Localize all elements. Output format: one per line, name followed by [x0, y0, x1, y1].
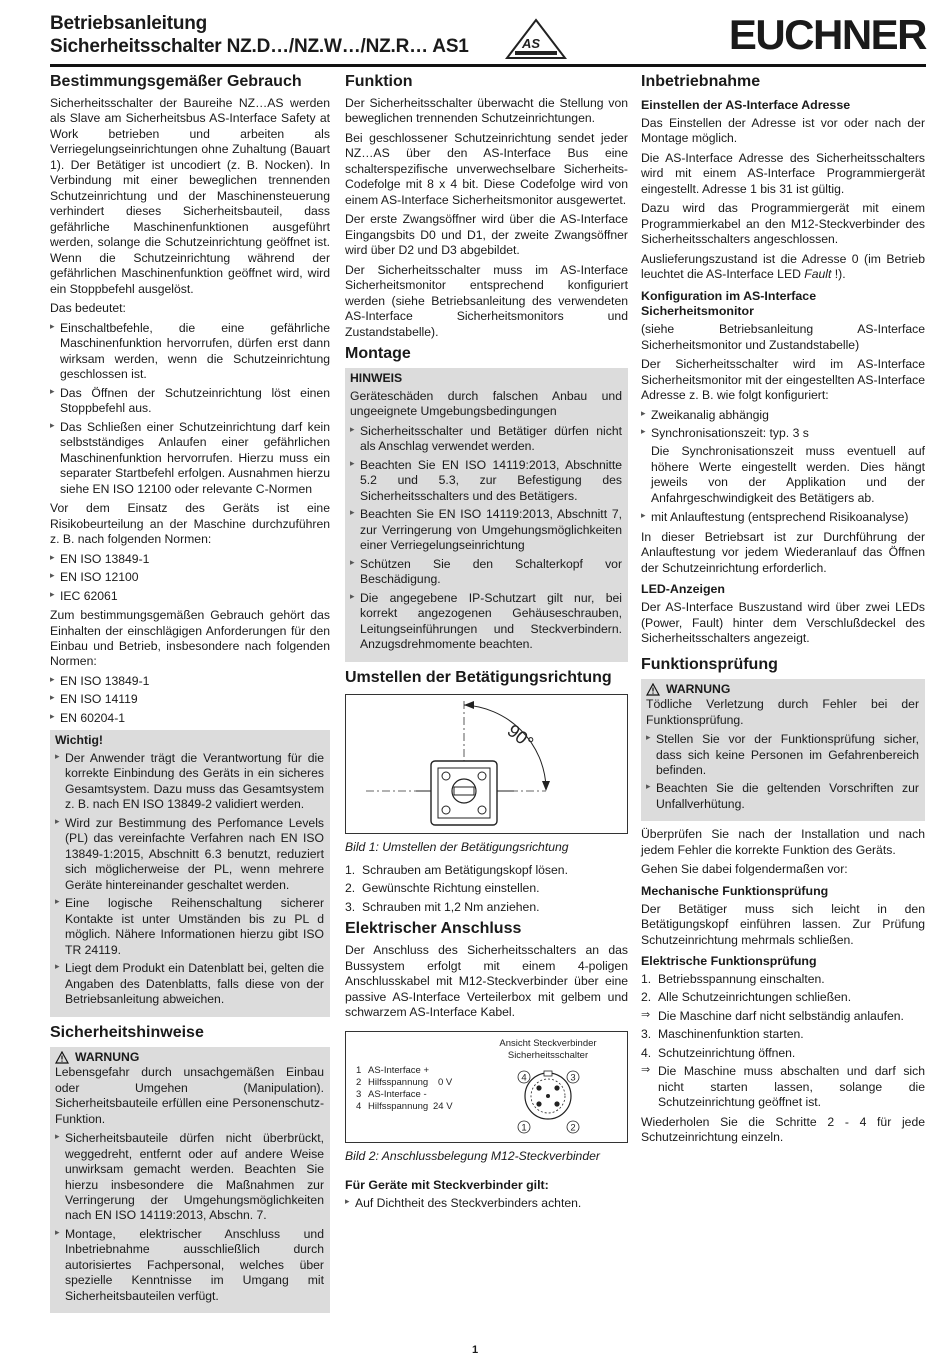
list-item: ▸ Liegt dem Produkt ein Datenblatt bei, gelten die Angaben des Datenblatts, falls diese von der Betriebsanleitung abweichen.	[55, 961, 324, 1007]
numbered-list	[641, 972, 925, 1006]
step-text: Betriebsspannung einschalten.	[658, 971, 825, 986]
step-number: 3.	[345, 899, 356, 914]
heading-safety: Sicherheitshinweise	[50, 1023, 204, 1041]
result-list	[641, 1009, 925, 1024]
list-item: ▸ Die angegebene IP-Schutzart gilt nur, bei korrekt angezogenen Gehäuseschrauben, Leitungseinführungen und Steckverbindern. Anzugsdrehmomente beachten.	[350, 591, 622, 653]
paragraph: Geräteschäden durch falschen Anbau und ungeeignete Umgebungsbedingungen	[350, 388, 622, 419]
bullet-list	[641, 510, 925, 525]
pin-label: 1	[521, 1122, 527, 1134]
paragraph: Vor dem Einsatz des Geräts ist eine Risikobeurteilung an der Maschine durchzuführen z. B. nach folgenden Normen:	[50, 501, 330, 547]
numbered-list	[641, 1027, 925, 1061]
result-item: ⇒ Die Maschine muss abschalten und darf sich nicht starten lassen, solange die Schutzeinrichtung geöffnet ist.	[641, 1064, 925, 1110]
title-line-2: Sicherheitsschalter NZ.D…/NZ.W…/NZ.R… AS1	[50, 36, 469, 57]
list-item	[641, 990, 925, 1005]
bullet-list	[50, 552, 330, 604]
heading-function: Funktion	[345, 73, 413, 90]
document-title	[50, 12, 469, 58]
page-header	[50, 12, 926, 64]
paragraph: Sicherheitsschalter der Baureihe NZ…AS werden als Slave am Sicherheitsbus AS-Interface Safety at Work betrieben und arbeiten als Verriegelungseinrichtungen ohne Zuhaltung (Bauart 1). Der Betätiger ist uncodiert (z. B. Nocken). In Verbindung mit einer beweglichen trennenden Schutzeinrichtung und der Maschinensteuerung verhindert dieses Sicherheitsbauteil, dass gefährliche Maschinenfunktionen ausgeführt werden, solange die Schutzeinrichtung geöffnet ist. Wenn die Schutzeinrichtung während der gefährlichen Maschinenfunktion geöffnet wird, wird ein Stoppbefehl ausgelöst.	[50, 96, 330, 296]
important-box	[50, 730, 330, 1016]
list-item: ▸ Beachten Sie EN ISO 14119:2013, Abschnitte 5.2 und 5.3, zur Befestigung des Sicherheitsschalters und des Betätigers.	[350, 458, 622, 504]
bullet-list	[641, 408, 925, 442]
paragraph: Das bedeutet:	[50, 301, 126, 316]
bullet-list	[50, 321, 330, 497]
paragraph	[641, 252, 925, 283]
heading-electrical-test: Elektrische Funktionsprüfung	[641, 954, 817, 969]
paragraph: Zum bestimmungsgemäßen Gebrauch gehört das Einhalten der einschlägigen Anforderungen für den Einbau und Betrieb, insbesondere nach folgenden Normen:	[50, 608, 330, 669]
list-item: ▸ Einschaltbefehle, die eine gefährliche Maschinenfunktion hervorrufen, dürfen erst dann wirksam werden, wenn die Schutzeinrichtung geschlossen ist.	[50, 321, 330, 383]
pin-label: 2	[570, 1122, 576, 1134]
warning-header	[646, 682, 919, 697]
pin-number: 2	[356, 1076, 362, 1088]
result-list	[641, 1064, 925, 1110]
pin-name: AS-Interface -	[368, 1088, 427, 1100]
list-item: ▸ Zweikanalig abhängig	[641, 408, 925, 423]
figure-actuation-direction	[345, 694, 628, 834]
heading-mounting: Montage	[345, 345, 411, 363]
figure-caption: Bild 2: Anschlussbelegung M12-Steckverbinder	[345, 1148, 600, 1163]
list-item: ▸ Montage, elektrischer Anschluss und Inbetriebnahme ausschließlich durch autorisiertes Fachpersonal, welches über spezielle Kenntnisse im Umgang mit Sicherheitsbauteilen verfügt.	[55, 1227, 324, 1304]
paragraph: Der Sicherheitsschalter überwacht die Stellung von beweglichen trennenden Schutzeinrichtungen.	[345, 96, 628, 126]
list-item: ▸ Auf Dichtheit des Steckverbinders achten.	[345, 1196, 628, 1211]
step-text: Schrauben am Betätigungskopf lösen.	[362, 862, 568, 877]
paragraph: Der erste Zwangsöffner wird über die AS-Interface Eingangsbits D0 und D1, der zweite Zwangsöffner wird über D2 und D3 abgebildet.	[345, 212, 628, 258]
notice-box	[345, 368, 628, 661]
list-item: ▸ Schützen Sie den Schalterkopf vor Beschädigung.	[350, 557, 622, 588]
column-3	[641, 70, 925, 1150]
heading-connector-devices: Für Geräte mit Steckverbinder gilt:	[345, 1178, 549, 1193]
paragraph: Der Anschluss des Sicherheitsschalters an das Bussystem erfolgt mit einem 4-poligen Anschlusskabel mit M12-Steckverbinder über eine passive AS-Interface Verteilerbox mit gelbem und schwarzem AS-Interface Kabel.	[345, 943, 628, 1020]
header-rule	[50, 64, 926, 67]
paragraph: Wiederholen Sie die Schritte 2 - 4 für jede Schutzeinrichtung einzeln.	[641, 1114, 925, 1145]
step-number: 2.	[641, 990, 652, 1005]
step-text: Schrauben mit 1,2 Nm anziehen.	[362, 899, 540, 914]
list-item	[345, 863, 628, 878]
led-name: Fault	[804, 267, 832, 282]
list-item	[641, 1027, 925, 1042]
pin-label: 4	[521, 1072, 527, 1084]
paragraph: Das Einstellen der Adresse ist vor oder nach der Montage möglich.	[641, 115, 925, 146]
list-item	[345, 900, 628, 915]
pin-voltage: 24 V	[433, 1100, 453, 1112]
bullet-list	[50, 674, 330, 726]
warning-box	[641, 679, 925, 822]
paragraph: Bei geschlossener Schutzeinrichtung sendet jeder NZ…AS über den AS-Interface Bus eine schalterspezifische unverwechselbare Sicherheits-Codefolge mit 8 x 4 bit. Diese Codefolge wird von einem AS-Interface Sicherheitsmonitor ausgewertet.	[345, 130, 628, 207]
bullet-list	[345, 1196, 628, 1211]
pin-label: 3	[570, 1072, 576, 1084]
paragraph: In dieser Betriebsart ist zur Durchführung der Anlauftestung vor jedem Wiederanlauf das Öffnen der Schutzeinrichtung erforderlich.	[641, 529, 925, 575]
heading-led: LED-Anzeigen	[641, 582, 725, 597]
as-interface-logo-icon	[505, 18, 567, 60]
list-item	[345, 881, 628, 896]
notice-title: HINWEIS	[350, 371, 403, 386]
heading-intended-use: Bestimmungsgemäßer Gebrauch	[50, 73, 302, 90]
step-number: 3.	[641, 1027, 652, 1042]
connector-diagram	[346, 1032, 627, 1142]
figure-caption: Bild 1: Umstellen der Betätigungsrichtung	[345, 839, 569, 854]
paragraph: Lebensgefahr durch unsachgemäßen Einbau oder Umgehen (Manipulation). Sicherheitsbauteile erfüllen eine Personenschutz-Funktion.	[55, 1065, 324, 1126]
list-item	[641, 1046, 925, 1061]
paragraph: Dazu wird das Programmiergerät mit einem Programmierkabel an den M12-Steckverbinder des Sicherheitsschalters angeschlossen.	[641, 201, 925, 247]
bullet-list	[350, 424, 622, 653]
pin-number: 3	[356, 1088, 362, 1100]
warning-title: WARNUNG	[75, 1049, 140, 1064]
list-item: ▸ mit Anlauftestung (entsprechend Risikoanalyse)	[641, 510, 925, 525]
pin-voltage: 0 V	[438, 1076, 453, 1088]
step-number: 4.	[641, 1045, 652, 1060]
brand-logo: EUCHNER	[728, 11, 926, 58]
paragraph: Der Betätiger muss sich leicht in den Betätigungskopf einführen lassen. Zur Prüfung Schutzeinrichtung mehrmals schließen.	[641, 901, 925, 947]
list-item: ▸ EN ISO 13849-1	[50, 552, 330, 567]
text-fragment: Auslieferungszustand ist die Adresse 0 (im Betrieb leuchtet die AS-Interface LED	[641, 251, 925, 282]
list-item: ▸ Das Schließen einer Schutzeinrichtung darf kein selbstständiges Anlaufen einer gefährlichen Maschinenfunktion hervorrufen. Hierzu muss ein separater Startbefehl erfolgen. Ausnahmen hierzu siehe EN ISO 12100 oder relevante C-Normen	[50, 420, 330, 497]
list-item	[641, 972, 925, 987]
step-text: Gewünschte Richtung einstellen.	[362, 881, 540, 896]
heading-commissioning: Inbetriebnahme	[641, 73, 761, 90]
list-item: ▸ Synchronisationszeit: typ. 3 s	[641, 426, 925, 441]
heading-mechanical-test: Mechanische Funktionsprüfung	[641, 883, 829, 898]
heading-configuration: Konfiguration im AS-Interface Sicherheitsmonitor	[641, 288, 817, 319]
warning-triangle-icon	[646, 683, 660, 696]
list-item: ▸ IEC 62061	[50, 589, 330, 604]
page-number: 1	[471, 1344, 479, 1356]
paragraph: Die AS-Interface Adresse des Sicherheitsschalters wird mit einem AS-Interface Programmiergerät eingestellt. Adresse 1 bis 31 ist gültig.	[641, 150, 925, 196]
paragraph: Der Sicherheitsschalter wird im AS-Interface Sicherheitsmonitor mit der eingestellten AS-Interface Adresse z. B. wie folgt konfiguriert:	[641, 357, 925, 403]
heading-address: Einstellen der AS-Interface Adresse	[641, 98, 851, 112]
list-item: ▸ Stellen Sie vor der Funktionsprüfung sicher, dass sich keine Personen im Gefahrenbereich befinden.	[646, 732, 919, 778]
heading-function-test: Funktionsprüfung	[641, 655, 778, 673]
step-number: 1.	[641, 971, 652, 986]
bullet-list	[646, 732, 919, 812]
list-item: ▸ Beachten Sie EN ISO 14119:2013, Abschnitt 7, zur Verringerung von Umgehungsmöglichkeiten einer Verriegelungseinrichtung	[350, 507, 622, 553]
pin-number: 4	[356, 1100, 362, 1112]
list-item: ▸ EN ISO 12100	[50, 570, 330, 585]
pin-name: AS-Interface +	[368, 1064, 429, 1076]
step-number: 1.	[345, 862, 356, 877]
result-item: ⇒ Die Maschine darf nicht selbständig anlaufen.	[641, 1009, 925, 1024]
pin-name: Hilfsspannung	[368, 1100, 429, 1112]
list-item: ▸ Eine logische Reihenschaltung sicherer Kontakte ist unter Umständen bis zu PL d möglich. Nähere Informationen hierzu gibt ISO TR 24119.	[55, 896, 324, 958]
connector-title-2: Sicherheitsschalter	[507, 1049, 589, 1061]
bullet-list	[55, 1131, 324, 1304]
step-number: 2.	[345, 881, 356, 896]
warning-box	[50, 1047, 330, 1314]
paragraph: Gehen Sie dabei folgendermaßen vor:	[641, 862, 848, 877]
text-fragment: !).	[831, 267, 846, 282]
list-item: ▸ Wird zur Bestimmung des Perfomance Levels (PL) das vereinfachte Verfahren nach EN ISO 13849-1:2015, Abschnitt 6.3 benutzt, reduziert sich möglicherweise der PL, wenn mehrere Geräte hintereinander geschaltet werden.	[55, 816, 324, 893]
connector-title-1: Ansicht Steckverbinder	[499, 1037, 597, 1049]
paragraph: Der Sicherheitsschalter muss im AS-Interface Sicherheitsmonitor entsprechend konfiguriert werden (siehe Betriebsanleitung des verwendeten AS-Interface Sicherheitsmonitors und Zustandstabelle).	[345, 262, 628, 339]
numbered-list	[345, 863, 628, 915]
list-item: ▸ EN ISO 13849-1	[50, 674, 330, 689]
list-item: ▸ Das Öffnen der Schutzeinrichtung löst einen Stoppbefehl aus.	[50, 386, 330, 417]
warning-triangle-icon	[55, 1051, 69, 1064]
warning-header	[55, 1050, 324, 1065]
list-item: ▸ Der Anwender trägt die Verantwortung für die korrekte Einbindung des Geräts in ein sicheres Gesamtsystem. Dazu muss das Gesamtsystem z. B. nach EN ISO 13849-2 validiert werden.	[55, 751, 324, 813]
step-text: Alle Schutzeinrichtungen schließen.	[658, 990, 852, 1005]
column-1	[50, 70, 330, 1319]
figure-connector	[345, 1031, 628, 1143]
paragraph: Die Synchronisationszeit muss eventuell auf höhere Werte eingestellt werden. Dies hängt jeweils von der Applikation und der Anfahrgeschwindigkeit des Betätigers ab.	[651, 444, 925, 505]
list-item: ▸ EN ISO 14119	[50, 692, 330, 707]
paragraph: Der AS-Interface Buszustand wird über zwei LEDs (Power, Fault) hinter dem Verschlußdeckel des Sicherheitsschalters angezeigt.	[641, 600, 925, 646]
heading-electrical: Elektrischer Anschluss	[345, 920, 522, 938]
paragraph: Tödliche Verletzung durch Fehler bei der Funktionsprüfung.	[646, 697, 919, 727]
svg-text:AS: AS	[522, 36, 541, 51]
bullet-list	[55, 751, 324, 1008]
step-text: Schutzeinrichtung öffnen.	[658, 1045, 796, 1060]
actuation-diagram	[346, 695, 627, 833]
title-line-1: Betriebsanleitung	[50, 13, 208, 34]
paragraph: (siehe Betriebsanleitung AS-Interface Sicherheitsmonitor und Zustandstabelle)	[641, 322, 925, 352]
heading-actuation-direction: Umstellen der Betätigungsrichtung	[345, 668, 612, 686]
angle-label: 90°	[503, 719, 538, 753]
list-item: ▸ Sicherheitsschalter und Betätiger dürfen nicht als Anschlag verwendet werden.	[350, 424, 622, 455]
column-2	[345, 70, 628, 1216]
paragraph: Überprüfen Sie nach der Installation und nach jedem Fehler die korrekte Funktion des Geräts.	[641, 827, 925, 857]
step-text: Maschinenfunktion starten.	[658, 1027, 804, 1042]
list-item: ▸ Beachten Sie die geltenden Vorschriften zur Unfallverhütung.	[646, 781, 919, 812]
list-item: ▸ Sicherheitsbauteile dürfen nicht überbrückt, weggedreht, entfernt oder auf andere Weise unwirksam gemacht werden. Beachten Sie hierzu insbesondere die Maßnahmen zur Verringerung der Umgehungsmöglichkeiten nach EN ISO 14119:2013, Abschn. 7.	[55, 1131, 324, 1224]
important-title: Wichtig!	[55, 733, 103, 748]
warning-title: WARNUNG	[666, 681, 731, 696]
pin-name: Hilfsspannung	[368, 1076, 429, 1088]
pin-number: 1	[356, 1064, 362, 1076]
list-item: ▸ EN 60204-1	[50, 711, 330, 726]
